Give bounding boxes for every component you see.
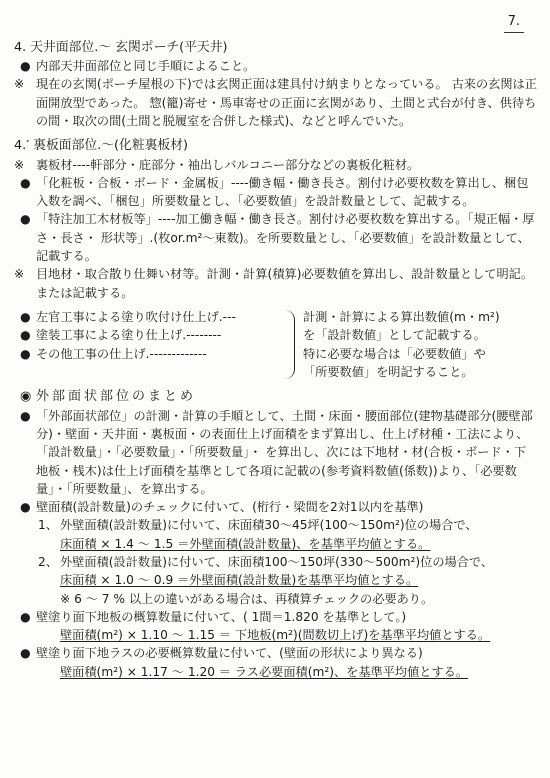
- summary-bullet-1: ● 「外部面状部位」の計測・計算の手順として、土間・床面・腰面部位(建物基礎部分(腰壁部分)・壁面・天井面・裏板面・の表面仕上げ面積をまず算出し、仕上げ材種・工法により、「設計数量」・「必要数量」・「所要数量」・ を算出し、次には下地材・材(合板・ボード・下地板・桟木)は仕上げ面積を基準として各項に記載の(参考資料数値(係数))より、「必要数量」・「所要数量」、を算出する。: [20, 408, 533, 496]
- finish-note-line: を「設計数値」として記載する。: [303, 328, 486, 343]
- bullet-icon: ●: [20, 59, 31, 74]
- section-4b-note: ※ 裏板材----軒部分・庇部分・袖出しバルコニー部分などの裏板化粧材。: [14, 156, 538, 174]
- finish-work-list: [14, 308, 284, 381]
- page-number: 7.: [504, 12, 524, 33]
- numbered-item-2: 2、 外壁面積(設計数量)に付いて、床面積100～150坪(330～500m²)位の場合で、 床面積 × 1.0 ～ 0.9 ＝外壁面積(設計数量)を基準平均値とする。: [38, 555, 494, 588]
- summary-bullet-4: ● 壁塗り面下地ラスの必要概算数量に付いて、(壁面の形状により異なる): [14, 644, 538, 662]
- bullet-icon: ●: [20, 500, 31, 515]
- note-mark-icon: ※: [14, 267, 25, 282]
- finish-item: ● 左官工事による塗り吹付け仕上げ.---: [14, 308, 284, 326]
- summary-bullet-4-formula: 壁面積(m²) × 1.17 ～ 1.20 ＝ ラス必要面積(m²)、を基準平均値とする。: [60, 664, 469, 679]
- section-4-bullet: ● 内部天井面部位と同じ手順によること。: [14, 57, 538, 75]
- section-4-note: ※ 現在の玄関(ポーチ屋根の下)では玄関正面は建具付け納まりとなっている。 古来の玄関は正面開放型であった。 惣(籠)寄せ・馬車寄せの正面に玄関があり、土間と式台が付き、供待ちの間・取次の間(土間と脱履室を合併した様式)、などと呼んでいた。: [14, 77, 537, 129]
- summary-bullet-3: ● 壁塗り面下地板の概算数量に付いて、( 1間＝1.820 を基準として。): [14, 608, 538, 626]
- brace-divider: [284, 310, 295, 379]
- bullet-icon: ●: [20, 408, 31, 423]
- section-4b-note-2: ※ 目地材・取合散り仕舞い材等。計測・計算(積算)必要数値を算出し、設計数量として明記。または記載する。: [14, 267, 534, 300]
- summary-title: ◉ 外部面状部位のまとめ: [14, 387, 538, 407]
- finish-item: ● 塗装工事による塗り仕上げ.--------: [14, 326, 284, 344]
- finish-item: ● その他工事の仕上げ.-------------: [14, 345, 284, 363]
- document-body: [14, 38, 538, 681]
- bullseye-icon: ◉: [20, 389, 32, 405]
- bullet-icon: ●: [20, 175, 31, 190]
- finish-work-block: [14, 308, 538, 381]
- finish-note-line: 計測・計算による算出数値(m・m²): [303, 309, 500, 324]
- bullet-icon: ●: [20, 328, 31, 343]
- bullet-icon: ●: [20, 212, 31, 227]
- recheck-note: ※ 6 ～ 7 % 以上の違いがある場合は、再積算チェックの必要あり。: [60, 591, 434, 606]
- note-mark-icon: ※: [14, 157, 25, 172]
- section-4b-heading: 4.′ 裏板面部位.～(化粧裏板材): [14, 138, 189, 154]
- section-4b-bullet-2: ● 「特注加工木材板等」----加工働き幅・働き長さ。割付け必要枚数を算出する。「規正幅・厚さ・長さ・ 形状等」.(枚or.m²～東数)。を所要数量とし、「必要数値」を設計数量として、記載する。: [20, 212, 535, 264]
- numbered-item-1: 1、 外壁面積(設計数量)に付いて、床面積30～45坪(100～150m²)位の場合で、 床面積 × 1.4 ～ 1.5 ＝外壁面積(設計数量)、を基準平均値とする。: [38, 518, 478, 551]
- section-4b-bullet-1: ● 「化粧板・合板・ボード・金属板」----働き幅・働き長さ。割付け必要枚数を算出し、梱包入数を調べ、「梱包」所要数量とし、「必要数値」を設計数量として、記載する。: [20, 175, 529, 209]
- summary-bullet-3-formula: 壁面積(m²) × 1.10 ～ 1.15 ＝ 下地板(m²)(間数切上げ)を基準平均値とする。: [60, 628, 491, 643]
- bullet-icon: ●: [20, 646, 31, 661]
- bullet-icon: ●: [20, 309, 31, 324]
- summary-bullet-2: ● 壁面積(設計数量)のチェックに付いて、(桁行・梁間を2対1以内を基準): [14, 498, 538, 516]
- note-mark-icon: ※: [14, 77, 25, 92]
- finish-work-note: [303, 308, 538, 381]
- finish-note-line: 「所要数値」を明記すること。: [303, 364, 474, 379]
- bullet-icon: ●: [20, 609, 31, 624]
- finish-note-line: 特に必要な場合は「必要数値」や: [303, 346, 486, 361]
- bullet-icon: ●: [20, 346, 31, 361]
- section-4-heading: 4. 天井面部位.～ 玄関ポーチ(平天井): [14, 40, 228, 55]
